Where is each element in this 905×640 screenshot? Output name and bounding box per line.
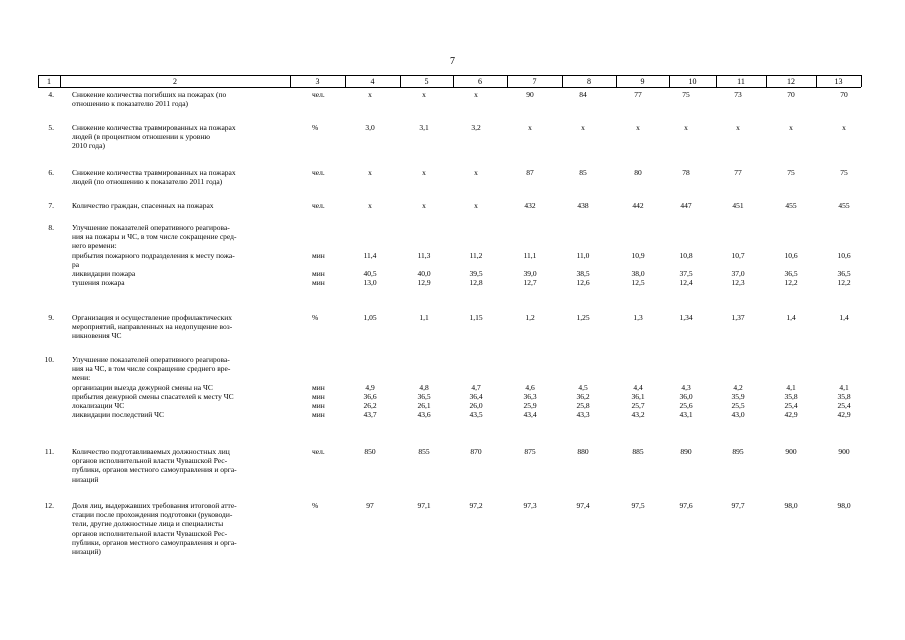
- value-cell: 10,6: [837, 250, 851, 260]
- row-number: 6.: [48, 168, 54, 177]
- value-cell: 42,9: [837, 410, 851, 420]
- header-cell: 6: [478, 77, 482, 86]
- unit-cell: мин: [312, 410, 325, 420]
- value-cell: 885: [632, 447, 644, 456]
- value-cell: 4,5: [578, 382, 588, 392]
- row-description: органов исполнительной власти Чувашской Рес-: [72, 528, 228, 538]
- header-cell: 4: [370, 77, 375, 86]
- header-cell: 3: [315, 77, 320, 86]
- value-cell: x: [636, 123, 640, 132]
- value-cell: 39,5: [469, 269, 483, 278]
- value-cell: 1,37: [731, 313, 745, 322]
- value-cell: 432: [524, 201, 536, 210]
- value-cell: 97,1: [417, 501, 431, 510]
- value-cell: 42,9: [784, 410, 798, 420]
- value-cell: 98,0: [784, 501, 798, 510]
- value-cell: 13,0: [363, 278, 377, 288]
- value-cell: 25,7: [631, 401, 645, 410]
- value-cell: 75: [840, 168, 848, 177]
- row-description: людей (в процентном отношении к уровню: [72, 132, 210, 142]
- unit-cell: чел.: [312, 201, 325, 210]
- unit-cell: %: [312, 501, 319, 510]
- row-description: мероприятий, направленных на недопущение воз-: [72, 322, 233, 332]
- value-cell: 38,5: [576, 269, 590, 278]
- header-cell: 11: [737, 77, 745, 86]
- header-rule: [38, 75, 861, 76]
- value-cell: 438: [577, 201, 589, 210]
- header-rule: [38, 87, 861, 88]
- value-cell: 900: [785, 447, 797, 456]
- value-cell: 11,1: [523, 250, 537, 260]
- unit-cell: мин: [312, 391, 325, 401]
- row-description: Организация и осуществление профилактических: [72, 313, 233, 322]
- value-cell: 875: [524, 447, 536, 456]
- value-cell: 1,05: [363, 313, 377, 322]
- row-description: ния на пожары и ЧС, в том числе сокращение сред-: [72, 232, 237, 242]
- value-cell: 36,5: [837, 269, 851, 278]
- unit-cell: чел.: [312, 447, 325, 456]
- value-cell: 43,5: [469, 410, 483, 420]
- row-number: 5.: [48, 123, 54, 132]
- header-cell: 7: [532, 77, 537, 86]
- row-description: низаций: [72, 474, 99, 484]
- value-cell: 11,0: [576, 250, 590, 260]
- value-cell: 98,0: [837, 501, 851, 510]
- value-cell: 36,2: [576, 391, 590, 401]
- value-cell: 39,0: [523, 269, 537, 278]
- unit-cell: чел.: [312, 168, 325, 177]
- value-cell: 4,1: [839, 382, 849, 392]
- header-cell: 8: [587, 77, 591, 86]
- value-cell: 97,4: [576, 501, 590, 510]
- unit-cell: мин: [312, 382, 325, 392]
- row-description: Снижение количества погибших на пожарах (по: [72, 90, 227, 99]
- row-number: 9.: [48, 313, 54, 322]
- value-cell: 37,5: [679, 269, 693, 278]
- value-cell: 35,8: [784, 391, 798, 401]
- value-cell: 12,3: [731, 278, 745, 288]
- value-cell: x: [368, 90, 372, 99]
- value-cell: 87: [526, 168, 534, 177]
- value-cell: 26,0: [469, 401, 483, 410]
- row-description: Улучшение показателей оперативного реагирова-: [72, 223, 230, 232]
- row-number: 4.: [48, 90, 54, 99]
- value-cell: 1,25: [576, 313, 590, 322]
- row-description: отношению к показателю 2011 года): [72, 99, 189, 109]
- value-cell: 43,3: [576, 410, 590, 420]
- value-cell: 36,5: [417, 391, 431, 401]
- value-cell: 3,2: [471, 123, 481, 132]
- value-cell: 25,9: [523, 401, 537, 410]
- value-cell: 455: [838, 201, 850, 210]
- value-cell: 12,8: [469, 278, 483, 288]
- value-cell: x: [474, 168, 478, 177]
- value-cell: 97,2: [469, 501, 483, 510]
- value-cell: 12,5: [631, 278, 645, 288]
- value-cell: 37,0: [731, 269, 745, 278]
- value-cell: 85: [579, 168, 587, 177]
- sub-indicator-label: организации выезда дежурной смены на ЧС: [72, 382, 213, 392]
- header-cell: 2: [173, 77, 177, 86]
- value-cell: 70: [840, 90, 848, 99]
- row-description: людей (по отношению к показателю 2011 года): [72, 177, 223, 187]
- unit-cell: мин: [312, 278, 325, 288]
- row-description: Снижение количества травмированных на пожарах: [72, 123, 236, 132]
- value-cell: 855: [418, 447, 430, 456]
- value-cell: 10,8: [679, 250, 693, 260]
- value-cell: x: [422, 90, 426, 99]
- row-number: 10.: [44, 355, 54, 364]
- sub-indicator-label: ликвидации последствий ЧС: [72, 410, 165, 420]
- value-cell: x: [422, 168, 426, 177]
- value-cell: 40,0: [417, 269, 431, 278]
- value-cell: 447: [680, 201, 692, 210]
- value-cell: x: [528, 123, 532, 132]
- header-cell: 1: [47, 77, 51, 86]
- unit-cell: мин: [312, 401, 325, 410]
- value-cell: 97: [366, 501, 374, 510]
- row-description: ния на ЧС, в том числе сокращение среднего вре-: [72, 364, 231, 374]
- value-cell: x: [581, 123, 585, 132]
- sub-indicator-label: локализации ЧС: [72, 401, 125, 410]
- value-cell: 850: [364, 447, 376, 456]
- value-cell: 3,1: [419, 123, 429, 132]
- value-cell: 895: [732, 447, 744, 456]
- value-cell: 12,2: [837, 278, 851, 288]
- row-description: Улучшение показателей оперативного реагирова-: [72, 355, 230, 364]
- row-description: Количество подготавливаемых должностных лиц: [72, 447, 230, 456]
- value-cell: 12,4: [679, 278, 693, 288]
- value-cell: 80: [634, 168, 642, 177]
- unit-cell: чел.: [312, 90, 325, 99]
- value-cell: 870: [470, 447, 482, 456]
- sub-indicator-label: ра: [72, 259, 80, 269]
- value-cell: 84: [579, 90, 587, 99]
- value-cell: x: [422, 201, 426, 210]
- value-cell: 890: [680, 447, 692, 456]
- unit-cell: мин: [312, 250, 325, 260]
- value-cell: 36,1: [631, 391, 645, 401]
- header-cell: 10: [688, 77, 697, 86]
- value-cell: 4,8: [419, 382, 429, 392]
- value-cell: 4,1: [786, 382, 796, 392]
- header-cell: 9: [640, 77, 645, 86]
- value-cell: 455: [785, 201, 797, 210]
- value-cell: 43,4: [523, 410, 537, 420]
- unit-cell: мин: [312, 269, 325, 278]
- value-cell: 1,3: [633, 313, 643, 322]
- value-cell: 43,1: [679, 410, 693, 420]
- value-cell: 11,2: [469, 250, 483, 260]
- value-cell: 40,5: [363, 269, 377, 278]
- value-cell: 25,8: [576, 401, 590, 410]
- value-cell: 35,9: [731, 391, 745, 401]
- row-description: тели, другие должностные лица и специалисты: [72, 519, 224, 529]
- row-number: 7.: [48, 201, 54, 210]
- value-cell: x: [474, 90, 478, 99]
- row-description: Доля лиц, выдержавших требования итоговой атте-: [72, 501, 237, 510]
- value-cell: x: [736, 123, 740, 132]
- row-description: него времени:: [72, 241, 117, 251]
- value-cell: x: [368, 201, 372, 210]
- value-cell: 442: [632, 201, 644, 210]
- value-cell: 43,2: [631, 410, 645, 420]
- row-description: органов исполнительной власти Чувашской Рес-: [72, 456, 228, 466]
- value-cell: 900: [838, 447, 850, 456]
- value-cell: 4,4: [633, 382, 643, 392]
- value-cell: 11,4: [363, 250, 377, 260]
- value-cell: 451: [732, 201, 744, 210]
- row-description: низаций): [72, 547, 101, 556]
- value-cell: 880: [577, 447, 589, 456]
- header-cell: 5: [424, 77, 429, 86]
- value-cell: x: [789, 123, 793, 132]
- value-cell: 10,6: [784, 250, 798, 260]
- row-description: публики, органов местного самоуправления и орга-: [72, 537, 237, 547]
- row-number: 11.: [44, 447, 54, 456]
- value-cell: 26,1: [417, 401, 431, 410]
- value-cell: 4,6: [525, 382, 535, 392]
- row-description: стации после прохождения подготовки (руководи-: [72, 510, 233, 520]
- value-cell: 36,0: [679, 391, 693, 401]
- value-cell: 97,6: [679, 501, 693, 510]
- value-cell: 11,3: [417, 250, 431, 260]
- unit-cell: %: [312, 313, 319, 322]
- row-description: мени:: [72, 373, 91, 383]
- value-cell: 75: [682, 90, 690, 99]
- value-cell: 12,2: [784, 278, 798, 288]
- value-cell: 35,8: [837, 391, 851, 401]
- value-cell: 10,9: [631, 250, 645, 260]
- header-cell: 13: [834, 77, 843, 86]
- value-cell: 97,3: [523, 501, 537, 510]
- sub-indicator-label: прибытия дежурной смены спасателей к месту ЧС: [72, 391, 234, 401]
- value-cell: 26,2: [363, 401, 377, 410]
- value-cell: 4,7: [471, 382, 481, 392]
- value-cell: 36,4: [469, 391, 483, 401]
- value-cell: 1,2: [525, 313, 535, 322]
- value-cell: 4,3: [681, 382, 691, 392]
- value-cell: 77: [734, 168, 742, 177]
- value-cell: 43,7: [363, 410, 377, 420]
- value-cell: 77: [634, 90, 642, 99]
- value-cell: 4,2: [733, 382, 743, 392]
- value-cell: x: [684, 123, 688, 132]
- value-cell: 25,5: [731, 401, 745, 410]
- row-description: публики, органов местного самоуправления и орга-: [72, 465, 237, 475]
- value-cell: 43,6: [417, 410, 431, 420]
- header-divider: [861, 75, 862, 87]
- value-cell: x: [368, 168, 372, 177]
- value-cell: 1,4: [839, 313, 849, 322]
- row-description: Снижение количества травмированных на пожарах: [72, 168, 236, 177]
- sub-indicator-label: прибытия пожарного подразделения к месту пожа-: [72, 250, 235, 260]
- sub-indicator-label: тушения пожара: [72, 278, 125, 288]
- value-cell: 25,4: [784, 401, 798, 410]
- row-description: 2010 года): [72, 141, 105, 151]
- value-cell: 12,9: [417, 278, 431, 288]
- page-number: 7: [450, 56, 455, 67]
- value-cell: 97,7: [731, 501, 745, 510]
- value-cell: x: [474, 201, 478, 210]
- value-cell: 36,3: [523, 391, 537, 401]
- value-cell: 36,6: [363, 391, 377, 401]
- value-cell: 4,9: [365, 382, 375, 392]
- value-cell: 1,15: [469, 313, 483, 322]
- unit-cell: %: [312, 123, 319, 132]
- row-number: 12.: [44, 501, 54, 510]
- value-cell: 90: [526, 90, 534, 99]
- value-cell: 1,1: [419, 313, 429, 322]
- sub-indicator-label: ликвидации пожара: [72, 269, 136, 278]
- value-cell: 75: [787, 168, 795, 177]
- value-cell: 3,0: [365, 123, 375, 132]
- value-cell: x: [842, 123, 846, 132]
- value-cell: 36,5: [784, 269, 798, 278]
- value-cell: 43,0: [731, 410, 745, 420]
- value-cell: 1,34: [679, 313, 693, 322]
- row-number: 8.: [48, 223, 54, 232]
- value-cell: 78: [682, 168, 690, 177]
- value-cell: 10,7: [731, 250, 745, 260]
- value-cell: 25,6: [679, 401, 693, 410]
- value-cell: 25,4: [837, 401, 851, 410]
- value-cell: 97,5: [631, 501, 645, 510]
- value-cell: 12,6: [576, 278, 590, 288]
- value-cell: 1,4: [786, 313, 796, 322]
- row-description: никновения ЧС: [72, 331, 122, 341]
- header-cell: 12: [787, 77, 795, 86]
- value-cell: 73: [734, 90, 742, 99]
- value-cell: 70: [787, 90, 795, 99]
- row-description: Количество граждан, спасенных на пожарах: [72, 201, 214, 210]
- value-cell: 38,0: [631, 269, 645, 278]
- value-cell: 12,7: [523, 278, 537, 288]
